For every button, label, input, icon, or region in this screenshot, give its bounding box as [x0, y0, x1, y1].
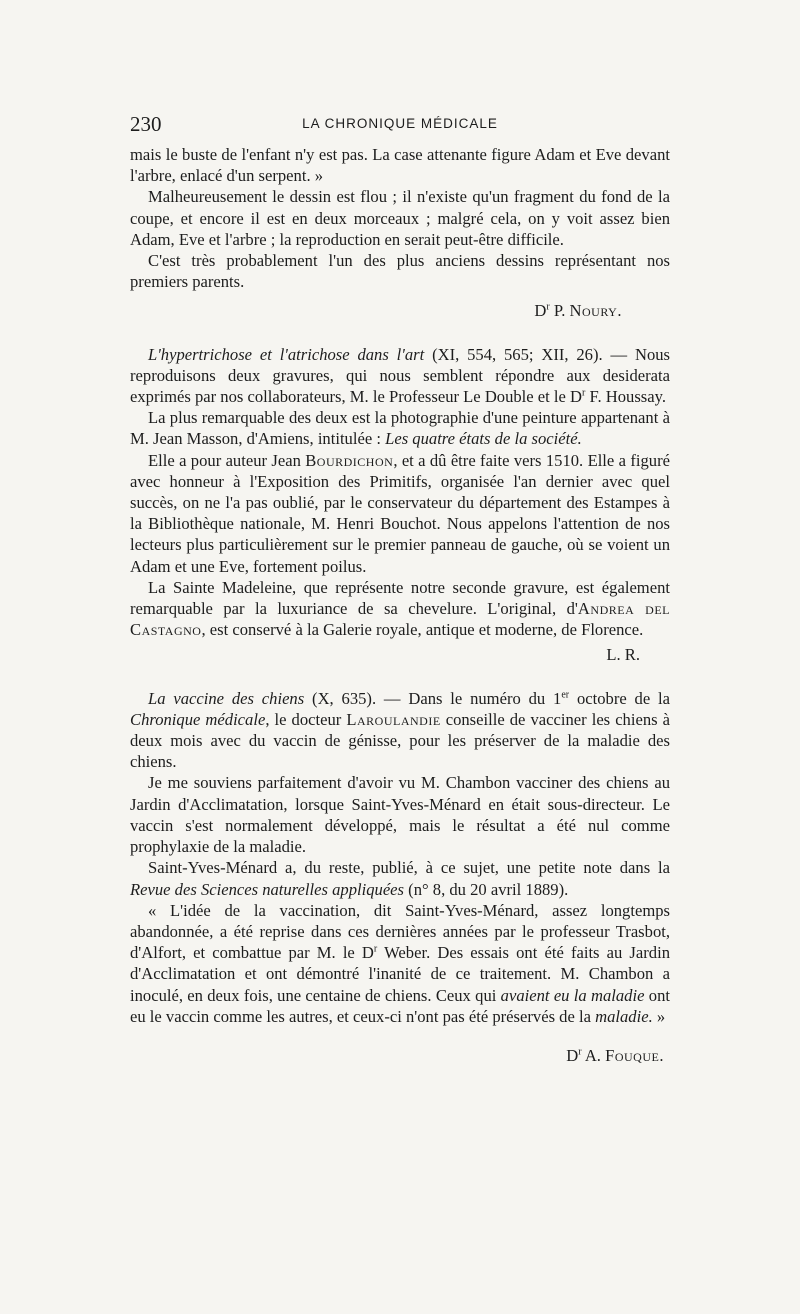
paragraph: Je me souviens parfaitement d'avoir vu M. Chambon vacciner des chiens au Jardin d'Acclimatation, lorsque Saint-Yves-Ménard en était sous-directeur. Le vaccin s'est normalement développé, mais le résultat a été nul comme prophylaxie de la maladie.	[130, 773, 670, 857]
paragraph: Malheureusement le dessin est flou ; il n'existe qu'un fragment du fond de la coupe, et encore il est en deux morceaux ; malgré cela, on y voit assez bien Adam, Eve et l'arbre ; la reproduction en serait peut-être difficile.	[130, 187, 670, 249]
paragraph: Elle a pour auteur Jean Bourdichon, et a dû être faite vers 1510. Elle a figuré avec honneur à l'Exposition des Primitifs, organisée l'an dernier avec quel succès, on ne l'a pas oublié, par le conservateur du département des Estampes à la Bibliothèque nationale, M. Henri Bouchot. Nous appelons l'attention de nos lecteurs plus particulièrement sur le premier panneau de gauche, où se voient un Adam et une Eve, fortement poilus.	[130, 450, 670, 576]
article-body	[130, 144, 670, 1066]
section-hypertrichose-intro: L'hypertrichose et l'atrichose dans l'art (XI, 554, 565; XII, 26). — Nous reproduisons deux gravures, qui nous semblent répondre aux desiderata exprimés par nos collaborateurs, M. le Professeur Le Double et le $D^r$ F. Houssay.	[130, 344, 670, 407]
signature-fouque: $D^r$ A. Fouque.	[566, 1045, 664, 1065]
section-vaccine-intro: La vaccine des chiens (X, 635). — Dans le numéro du 1er octobre de la Chronique médicale, le docteur Laroulandie conseille de vacciner les chiens à deux mois avec du vaccin de génisse, pour les préserver de la maladie des chiens.	[130, 688, 671, 772]
paragraph: C'est très probablement l'un des plus anciens dessins représentant nos premiers parents.	[130, 251, 670, 292]
signature-lr: L. R.	[606, 645, 640, 665]
paragraph: mais le buste de l'enfant n'y est pas. La case attenante figure Adam et Eve devant l'arbre, enlacé d'un serpent. »	[130, 145, 670, 186]
paragraph: Saint-Yves-Ménard a, du reste, publié, à ce sujet, une petite note dans la Revue des Sciences naturelles appliquées (n° 8, du 20 avril 1889).	[130, 858, 670, 899]
paragraph: La Sainte Madeleine, que représente notre seconde gravure, est également remarquable par la luxuriance de sa chevelure. L'original, d'Andrea del Castagno, est conservé à la Galerie royale, antique et moderne, de Florence.	[130, 577, 671, 640]
signature-noury: $D^r$ P. Noury.	[534, 301, 622, 321]
section-title: La vaccine des chiens	[148, 688, 305, 708]
paragraph: La plus remarquable des deux est la photographie d'une peinture appartenant à M. Jean Masson, d'Amiens, intitulée : Les quatre états de la société.	[130, 408, 670, 449]
running-title: LA CHRONIQUE MÉDICALE	[302, 116, 498, 131]
page-number: 230	[130, 112, 162, 136]
quotation: « L'idée de la vaccination, dit Saint-Yves-Ménard, assez longtemps abandonnée, a été reprise dans ces dernières années par le professeur Trasbot, d'Alfort, et combattue par M. le $D^r$ Weber. Des essais ont été faits au Jardin d'Acclimatation et ont démontré l'inanité de ce traitement. M. Chambon a inoculé, en deux fois, une centaine de chiens. Ceux qui avaient eu la maladie ont eu le vaccin comme les autres, et ceux-ci n'ont pas été préservés de la maladie. »	[130, 900, 670, 1026]
page-header	[130, 112, 670, 138]
section-title: L'hypertrichose et l'atrichose dans l'art	[148, 344, 425, 364]
